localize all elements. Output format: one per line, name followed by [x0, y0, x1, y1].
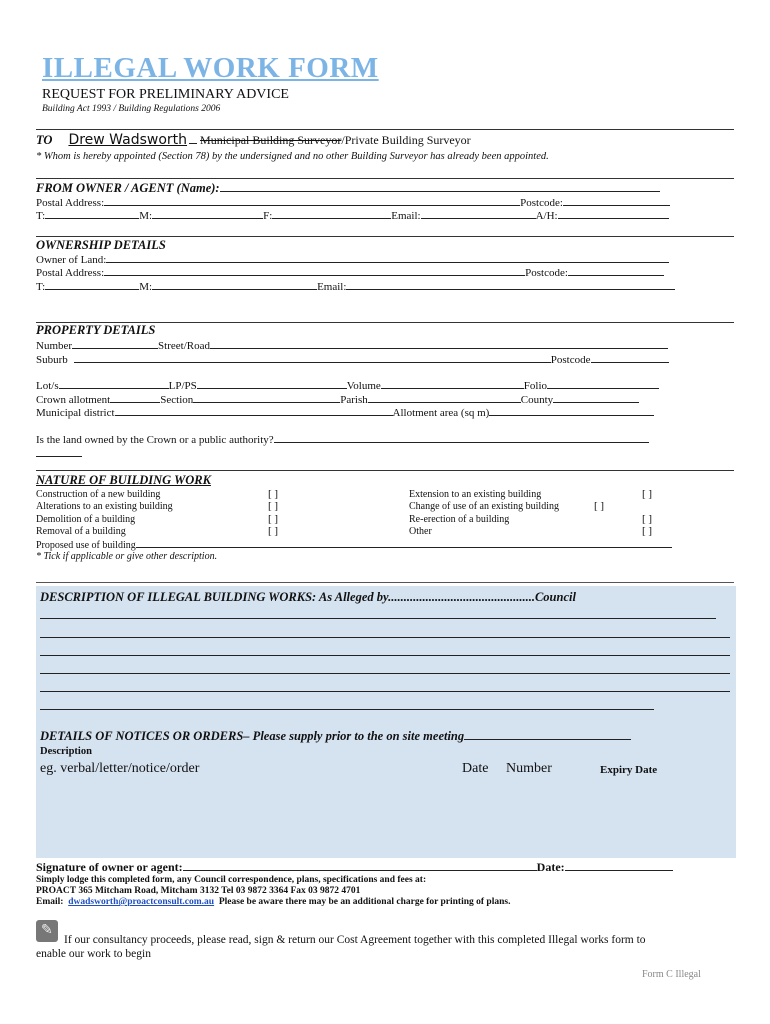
ownership-contact-row[interactable]: T: M: Email:: [36, 280, 675, 293]
nature-left-item: Alterations to an existing building: [36, 501, 173, 512]
form-subtitle: REQUEST FOR PRELIMINARY ADVICE: [42, 87, 289, 102]
description-box: [36, 586, 736, 858]
divider: [36, 178, 734, 179]
checkbox[interactable]: [ ]: [642, 513, 653, 525]
surveyor-name: Drew Wadsworth: [68, 132, 188, 148]
nature-left-item: Demolition of a building: [36, 514, 136, 525]
owner-of-land-row[interactable]: Owner of Land:: [36, 253, 669, 266]
checkbox[interactable]: [ ]: [642, 488, 653, 500]
crown-question-row[interactable]: Is the land owned by the Crown or a public authority?: [36, 433, 649, 446]
property-heading: PROPERTY DETAILS: [36, 323, 156, 337]
checkbox[interactable]: [ ]: [268, 513, 279, 525]
checkbox[interactable]: [ ]: [268, 525, 279, 537]
email-link[interactable]: dwadsworth@proactconsult.com.au: [68, 897, 215, 907]
checkbox[interactable]: [ ]: [268, 488, 279, 500]
footer-line: enable our work to begin: [36, 948, 151, 960]
signature-row[interactable]: Signature of owner or agent: Date:: [36, 860, 673, 875]
notice-date-label: Date: [462, 761, 489, 776]
to-row: [36, 132, 471, 148]
notice-description-label: Description: [40, 746, 92, 757]
owner-agent-heading: FROM OWNER / AGENT (Name):: [36, 181, 660, 196]
ownership-postal-row[interactable]: Postal Address: Postcode:: [36, 266, 664, 279]
nature-right-item: Re-erection of a building: [409, 514, 510, 525]
address-row[interactable]: Number Street/Road: [36, 339, 668, 352]
suburb-row[interactable]: Suburb Postcode: [36, 353, 669, 366]
checkbox[interactable]: [ ]: [642, 525, 653, 537]
notice-number-label: Number: [506, 761, 552, 776]
nature-left-item: Removal of a building: [36, 526, 126, 537]
divider: [36, 236, 734, 237]
description-line[interactable]: [40, 655, 730, 656]
proposed-use-row[interactable]: Proposed use of building: [36, 538, 672, 551]
description-line[interactable]: [40, 673, 730, 674]
crown-row[interactable]: Crown allotment Section Parish County: [36, 393, 639, 406]
checkbox[interactable]: [ ]: [594, 500, 605, 512]
ownership-heading: OWNERSHIP DETAILS: [36, 238, 166, 252]
proact-address: PROACT 365 Mitcham Road, Mitcham 3132 Tel 03 9872 3364 Fax 03 9872 4701: [36, 886, 361, 896]
nature-heading: NATURE OF BUILDING WORK: [36, 473, 211, 487]
footer-line: If our consultancy proceeds, please read, sign & return our Cost Agreement together with this completed Illegal works form to: [64, 934, 646, 946]
description-line[interactable]: [40, 618, 716, 619]
notice-example: eg. verbal/letter/notice/order: [40, 761, 200, 776]
nature-right-item: Other: [409, 526, 432, 537]
owner-postal-row[interactable]: Postal Address: Postcode:: [36, 196, 670, 209]
description-line[interactable]: [40, 709, 654, 710]
lodge-instructions: Simply lodge this completed form, any Council correspondence, plans, specifications and fees at:: [36, 875, 427, 885]
notice-expiry-label: Expiry Date: [600, 764, 658, 776]
answer-line[interactable]: [36, 456, 82, 457]
owner-contact-row[interactable]: T: M: F: Email: A/H:: [36, 209, 669, 222]
pen-icon: ✎: [36, 920, 58, 942]
tick-note: * Tick if applicable or give other description.: [36, 551, 218, 562]
form-code: Form C Illegal: [642, 969, 701, 980]
description-line[interactable]: [40, 691, 730, 692]
divider: [36, 582, 734, 583]
divider: [36, 129, 734, 130]
notices-heading: DETAILS OF NOTICES OR ORDERS– Please supply prior to the on site meeting: [40, 729, 631, 744]
surveyor-type: /Private Building Surveyor: [341, 133, 471, 147]
title-row[interactable]: Lot/s LP/PS Volume Folio: [36, 379, 659, 392]
description-line[interactable]: [40, 637, 730, 638]
struck-text: Municipal Building Surveyor: [200, 133, 342, 147]
legislation-reference: Building Act 1993 / Building Regulations 2006: [42, 104, 221, 114]
form-title: ILLEGAL WORK FORM: [42, 52, 379, 84]
nature-right-item: Extension to an existing building: [409, 489, 542, 500]
email-row: Email: dwadsworth@proactconsult.com.au Please be aware there may be an additional charge for printing of plans.: [36, 897, 511, 907]
municipal-row[interactable]: Municipal district Allotment area (sq m): [36, 406, 654, 419]
nature-left-item: Construction of a new building: [36, 489, 161, 500]
appointment-note: * Whom is hereby appointed (Section 78) by the undersigned and no other Building Surveyor has already been appointed.: [36, 151, 549, 162]
description-heading: DESCRIPTION OF ILLEGAL BUILDING WORKS: As Alleged by...............................................Council: [40, 590, 576, 604]
divider: [36, 470, 734, 471]
checkbox[interactable]: [ ]: [268, 500, 279, 512]
nature-right-item: Change of use of an existing building: [409, 501, 559, 512]
to-label: TO: [36, 133, 53, 147]
